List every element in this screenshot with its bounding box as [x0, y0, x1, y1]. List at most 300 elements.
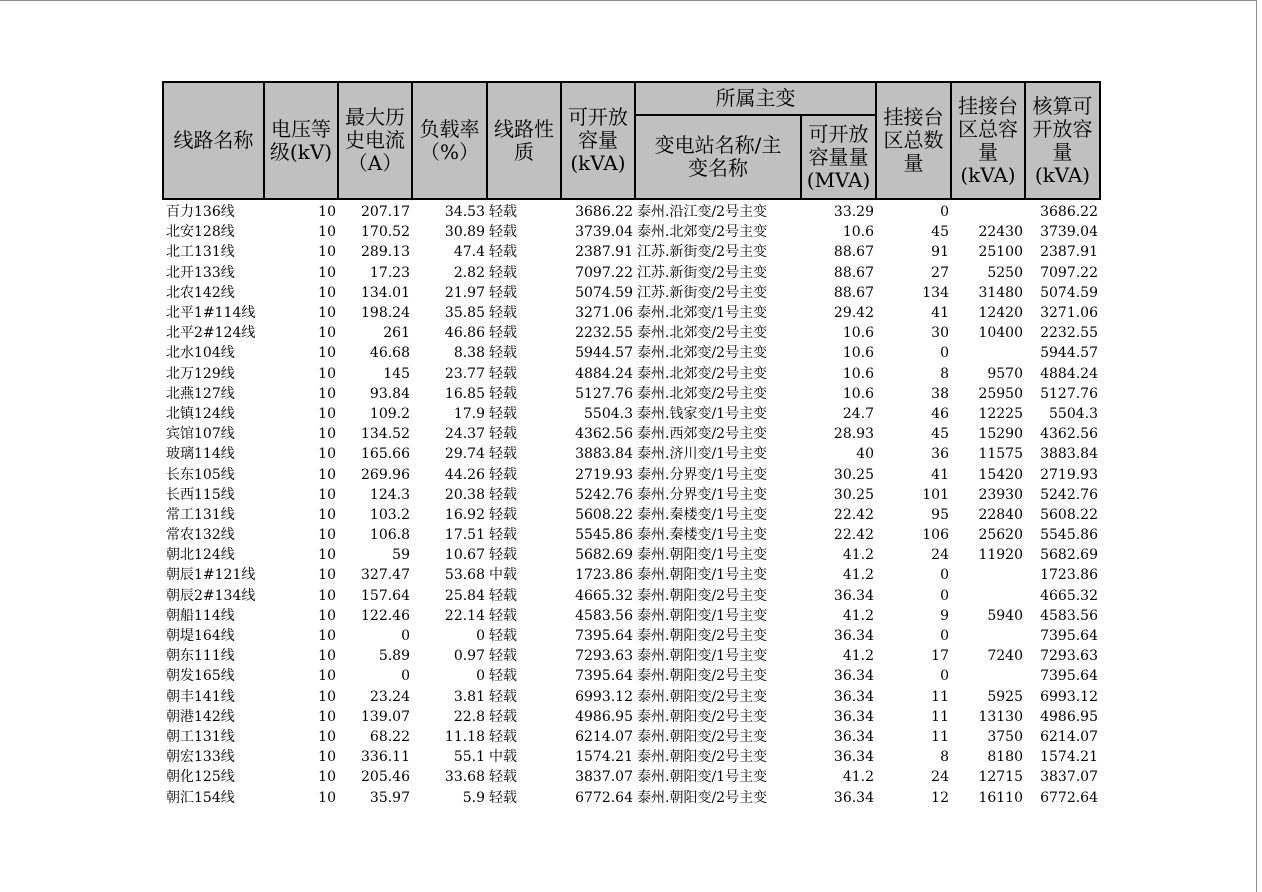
cell-substation-name: 泰州.朝阳变/1号主变 — [637, 547, 768, 564]
cell-open-capacity: 6772.64 — [575, 789, 633, 806]
header-total-capacity: 挂接台 区总容 量 (kVA) — [951, 82, 1025, 199]
cell-line-name: 朝东111线 — [166, 648, 235, 665]
cell-max-current: 103.2 — [369, 506, 410, 523]
table-row — [163, 343, 1100, 363]
table-row — [163, 525, 1100, 545]
cell-total-capacity: 3750 — [987, 728, 1023, 745]
cell-line-name: 长东105线 — [166, 466, 235, 483]
table-row — [163, 666, 1100, 686]
cell-substation-name: 泰州.朝阳变/2号主变 — [637, 688, 768, 705]
cell-transformer-capacity: 10.6 — [842, 325, 874, 342]
cell-transformer-capacity: 36.34 — [833, 728, 874, 745]
cell-substation-name: 泰州.朝阳变/2号主变 — [637, 708, 768, 725]
cell-voltage: 10 — [318, 204, 336, 221]
cell-substation-name: 泰州.朝阳变/2号主变 — [637, 668, 768, 685]
cell-line-type: 轻载 — [489, 789, 517, 806]
cell-voltage: 10 — [318, 224, 336, 241]
cell-total-stations: 17 — [931, 648, 949, 665]
cell-line-type: 轻载 — [489, 325, 517, 342]
header-max-current: 最大历 史电流 （A） — [338, 82, 412, 199]
cell-total-stations: 0 — [940, 204, 949, 221]
cell-line-name: 北农142线 — [166, 284, 235, 301]
cell-open-capacity: 7293.63 — [575, 648, 633, 665]
cell-transformer-capacity: 41.2 — [842, 567, 874, 584]
cell-total-capacity: 8180 — [987, 749, 1023, 766]
table-row — [163, 424, 1100, 444]
cell-line-name: 北镇124线 — [166, 405, 235, 422]
table-row — [163, 767, 1100, 787]
page-border-top — [0, 0, 1257, 1]
cell-transformer-capacity: 41.2 — [842, 547, 874, 564]
cell-transformer-capacity: 36.34 — [833, 668, 874, 685]
cell-line-type: 轻载 — [489, 426, 517, 443]
cell-load-rate: 8.38 — [453, 345, 485, 362]
cell-substation-name: 泰州.北郊变/2号主变 — [637, 345, 768, 362]
cell-total-capacity: 5250 — [987, 264, 1023, 281]
cell-substation-name: 泰州.秦楼变/1号主变 — [637, 506, 768, 523]
cell-substation-name: 江苏.新街变/2号主变 — [637, 284, 768, 301]
cell-substation-name: 泰州.朝阳变/1号主变 — [637, 607, 768, 624]
cell-total-capacity: 12225 — [978, 405, 1023, 422]
table-row — [163, 727, 1100, 747]
cell-voltage: 10 — [318, 426, 336, 443]
cell-line-type: 轻载 — [489, 466, 517, 483]
cell-substation-name: 泰州.济川变/1号主变 — [637, 446, 768, 463]
cell-line-type: 轻载 — [489, 506, 517, 523]
cell-load-rate: 30.89 — [444, 224, 485, 241]
cell-total-stations: 91 — [931, 244, 949, 261]
cell-line-name: 北开133线 — [166, 264, 235, 281]
table-row — [163, 626, 1100, 646]
cell-transformer-capacity: 41.2 — [842, 648, 874, 665]
cell-voltage: 10 — [318, 527, 336, 544]
cell-total-capacity: 25100 — [978, 244, 1023, 261]
table-row — [163, 787, 1100, 807]
cell-substation-name: 泰州.北郊变/2号主变 — [637, 325, 768, 342]
cell-load-rate: 16.85 — [444, 385, 485, 402]
cell-substation-name: 泰州.朝阳变/2号主变 — [637, 749, 768, 766]
cell-calc-capacity: 3271.06 — [1040, 305, 1098, 322]
table-row — [163, 404, 1100, 424]
cell-substation-name: 泰州.北郊变/1号主变 — [637, 305, 768, 322]
cell-total-stations: 36 — [931, 446, 949, 463]
cell-total-stations: 45 — [931, 224, 949, 241]
cell-voltage: 10 — [318, 628, 336, 645]
header-line-type: 线路性 质 — [487, 82, 561, 199]
cell-total-capacity: 12420 — [978, 305, 1023, 322]
cell-voltage: 10 — [318, 305, 336, 322]
cell-calc-capacity: 4986.95 — [1040, 708, 1098, 725]
cell-open-capacity: 1723.86 — [575, 567, 633, 584]
cell-calc-capacity: 3739.04 — [1040, 224, 1098, 241]
cell-line-type: 中载 — [489, 567, 517, 584]
cell-total-stations: 24 — [931, 547, 949, 564]
cell-total-stations: 41 — [931, 305, 949, 322]
cell-calc-capacity: 1723.86 — [1040, 567, 1098, 584]
cell-total-stations: 101 — [922, 486, 949, 503]
cell-substation-name: 泰州.朝阳变/2号主变 — [637, 628, 768, 645]
cell-total-capacity: 15290 — [978, 426, 1023, 443]
cell-open-capacity: 3883.84 — [575, 446, 633, 463]
cell-line-type: 轻载 — [489, 769, 517, 786]
cell-total-stations: 11 — [931, 688, 949, 705]
cell-line-name: 朝辰1#121线 — [166, 567, 256, 584]
cell-line-type: 轻载 — [489, 305, 517, 322]
cell-transformer-capacity: 10.6 — [842, 365, 874, 382]
cell-load-rate: 29.74 — [444, 446, 485, 463]
cell-open-capacity: 7097.22 — [575, 264, 633, 281]
cell-transformer-capacity: 36.34 — [833, 708, 874, 725]
cell-transformer-capacity: 28.93 — [833, 426, 874, 443]
cell-substation-name: 泰州.朝阳变/2号主变 — [637, 789, 768, 806]
cell-max-current: 35.97 — [369, 789, 410, 806]
cell-line-name: 朝丰141线 — [166, 688, 235, 705]
cell-open-capacity: 5545.86 — [575, 527, 633, 544]
cell-total-capacity: 5925 — [987, 688, 1023, 705]
cell-substation-name: 泰州.朝阳变/1号主变 — [637, 567, 768, 584]
cell-load-rate: 23.77 — [444, 365, 485, 382]
table-row — [163, 747, 1100, 767]
cell-total-capacity: 10400 — [978, 325, 1023, 342]
cell-max-current: 205.46 — [361, 769, 410, 786]
table-row — [163, 606, 1100, 626]
cell-load-rate: 34.53 — [444, 204, 485, 221]
cell-line-type: 轻载 — [489, 244, 517, 261]
header-line-name: 线路名称 — [163, 82, 264, 199]
header-open-capacity: 可开放 容量 (kVA) — [561, 82, 635, 199]
table-row — [163, 384, 1100, 404]
table-row — [163, 687, 1100, 707]
cell-line-type: 轻载 — [489, 648, 517, 665]
cell-load-rate: 0 — [476, 668, 485, 685]
cell-total-stations: 45 — [931, 426, 949, 443]
header-substation-name: 变电站名称/主 变名称 — [635, 115, 801, 199]
cell-transformer-capacity: 22.42 — [833, 506, 874, 523]
header-transformer-capacity: 可开放 容量量 (MVA) — [801, 115, 876, 199]
cell-transformer-capacity: 30.25 — [833, 466, 874, 483]
cell-voltage: 10 — [318, 385, 336, 402]
cell-load-rate: 20.38 — [444, 486, 485, 503]
cell-total-stations: 95 — [931, 506, 949, 523]
cell-load-rate: 46.86 — [444, 325, 485, 342]
cell-open-capacity: 6993.12 — [575, 688, 633, 705]
cell-load-rate: 44.26 — [444, 466, 485, 483]
cell-voltage: 10 — [318, 607, 336, 624]
table-row — [163, 283, 1100, 303]
cell-line-type: 轻载 — [489, 385, 517, 402]
cell-load-rate: 47.4 — [453, 244, 485, 261]
cell-substation-name: 泰州.朝阳变/1号主变 — [637, 769, 768, 786]
cell-line-name: 北安128线 — [166, 224, 235, 241]
cell-voltage: 10 — [318, 769, 336, 786]
cell-total-stations: 0 — [940, 587, 949, 604]
cell-transformer-capacity: 36.34 — [833, 628, 874, 645]
cell-open-capacity: 5608.22 — [575, 506, 633, 523]
cell-max-current: 336.11 — [361, 749, 410, 766]
cell-calc-capacity: 5608.22 — [1040, 506, 1098, 523]
cell-total-capacity: 7240 — [987, 648, 1023, 665]
cell-total-capacity: 11575 — [978, 446, 1023, 463]
cell-max-current: 134.52 — [361, 426, 410, 443]
cell-total-capacity: 25620 — [978, 527, 1023, 544]
cell-max-current: 106.8 — [369, 527, 410, 544]
table-row — [163, 323, 1100, 343]
cell-transformer-capacity: 33.29 — [833, 204, 874, 221]
cell-open-capacity: 2232.55 — [575, 325, 633, 342]
cell-max-current: 165.66 — [361, 446, 410, 463]
cell-load-rate: 33.68 — [444, 769, 485, 786]
cell-line-name: 朝化125线 — [166, 769, 235, 786]
cell-load-rate: 5.9 — [462, 789, 485, 806]
cell-max-current: 0 — [401, 668, 410, 685]
cell-open-capacity: 5682.69 — [575, 547, 633, 564]
cell-load-rate: 25.84 — [444, 587, 485, 604]
cell-open-capacity: 5074.59 — [575, 284, 633, 301]
cell-voltage: 10 — [318, 789, 336, 806]
cell-voltage: 10 — [318, 244, 336, 261]
cell-max-current: 124.3 — [369, 486, 410, 503]
cell-total-stations: 27 — [931, 264, 949, 281]
cell-transformer-capacity: 40 — [856, 446, 874, 463]
cell-line-name: 北万129线 — [166, 365, 235, 382]
cell-calc-capacity: 5944.57 — [1040, 345, 1098, 362]
cell-calc-capacity: 7097.22 — [1040, 264, 1098, 281]
cell-total-stations: 0 — [940, 345, 949, 362]
cell-line-type: 轻载 — [489, 668, 517, 685]
cell-load-rate: 35.85 — [444, 305, 485, 322]
cell-line-name: 玻璃114线 — [166, 446, 235, 463]
cell-voltage: 10 — [318, 264, 336, 281]
cell-calc-capacity: 6993.12 — [1040, 688, 1098, 705]
cell-total-capacity: 15420 — [978, 466, 1023, 483]
cell-line-name: 朝堤164线 — [166, 628, 235, 645]
cell-open-capacity: 4884.24 — [575, 365, 633, 382]
cell-max-current: 5.89 — [378, 648, 410, 665]
cell-load-rate: 2.82 — [453, 264, 485, 281]
cell-voltage: 10 — [318, 587, 336, 604]
cell-substation-name: 泰州.朝阳变/1号主变 — [637, 648, 768, 665]
header-calc-capacity: 核算可 开放容 量 (kVA) — [1025, 82, 1100, 199]
cell-open-capacity: 3271.06 — [575, 305, 633, 322]
cell-max-current: 198.24 — [361, 305, 410, 322]
cell-total-stations: 134 — [922, 284, 949, 301]
cell-line-name: 北平2#124线 — [166, 325, 256, 342]
cell-total-stations: 11 — [931, 728, 949, 745]
cell-line-name: 朝港142线 — [166, 708, 235, 725]
cell-line-type: 轻载 — [489, 224, 517, 241]
cell-load-rate: 21.97 — [444, 284, 485, 301]
cell-line-name: 北水104线 — [166, 345, 235, 362]
cell-line-name: 北平1#114线 — [166, 305, 256, 322]
cell-transformer-capacity: 10.6 — [842, 385, 874, 402]
cell-transformer-capacity: 88.67 — [833, 244, 874, 261]
cell-open-capacity: 4362.56 — [575, 426, 633, 443]
cell-total-capacity: 12715 — [978, 769, 1023, 786]
cell-max-current: 122.46 — [361, 607, 410, 624]
table-row — [163, 485, 1100, 505]
cell-load-rate: 10.67 — [444, 547, 485, 564]
cell-load-rate: 17.9 — [453, 405, 485, 422]
cell-line-name: 常农132线 — [166, 527, 235, 544]
cell-line-type: 轻载 — [489, 547, 517, 564]
cell-calc-capacity: 5682.69 — [1040, 547, 1098, 564]
cell-calc-capacity: 3883.84 — [1040, 446, 1098, 463]
cell-open-capacity: 6214.07 — [575, 728, 633, 745]
cell-voltage: 10 — [318, 405, 336, 422]
cell-substation-name: 泰州.北郊变/2号主变 — [637, 385, 768, 402]
cell-voltage: 10 — [318, 446, 336, 463]
cell-load-rate: 0 — [476, 628, 485, 645]
cell-max-current: 289.13 — [361, 244, 410, 261]
cell-voltage: 10 — [318, 506, 336, 523]
cell-substation-name: 泰州.钱家变/1号主变 — [637, 405, 768, 422]
cell-max-current: 145 — [383, 365, 410, 382]
cell-load-rate: 11.18 — [444, 728, 485, 745]
cell-line-type: 轻载 — [489, 728, 517, 745]
cell-load-rate: 22.8 — [453, 708, 485, 725]
cell-open-capacity: 2719.93 — [575, 466, 633, 483]
cell-open-capacity: 1574.21 — [575, 749, 633, 766]
cell-calc-capacity: 4884.24 — [1040, 365, 1098, 382]
cell-line-name: 朝船114线 — [166, 607, 235, 624]
cell-voltage: 10 — [318, 668, 336, 685]
cell-line-type: 轻载 — [489, 264, 517, 281]
cell-calc-capacity: 7395.64 — [1040, 628, 1098, 645]
cell-total-capacity: 22430 — [978, 224, 1023, 241]
cell-load-rate: 0.97 — [453, 648, 485, 665]
cell-line-type: 轻载 — [489, 486, 517, 503]
cell-line-name: 常工131线 — [166, 506, 235, 523]
cell-open-capacity: 4986.95 — [575, 708, 633, 725]
cell-line-type: 轻载 — [489, 708, 517, 725]
cell-load-rate: 22.14 — [444, 607, 485, 624]
cell-line-type: 轻载 — [489, 628, 517, 645]
page-border-right — [1256, 0, 1257, 892]
cell-line-type: 轻载 — [489, 587, 517, 604]
cell-transformer-capacity: 36.34 — [833, 789, 874, 806]
cell-open-capacity: 4583.56 — [575, 607, 633, 624]
cell-total-stations: 38 — [931, 385, 949, 402]
cell-open-capacity: 7395.64 — [575, 668, 633, 685]
cell-total-stations: 12 — [931, 789, 949, 806]
cell-calc-capacity: 2232.55 — [1040, 325, 1098, 342]
cell-transformer-capacity: 10.6 — [842, 224, 874, 241]
cell-calc-capacity: 5504.3 — [1049, 405, 1098, 422]
cell-calc-capacity: 5242.76 — [1040, 486, 1098, 503]
table-row — [163, 505, 1100, 525]
cell-transformer-capacity: 36.34 — [833, 688, 874, 705]
cell-total-stations: 8 — [940, 749, 949, 766]
cell-total-stations: 0 — [940, 567, 949, 584]
cell-voltage: 10 — [318, 648, 336, 665]
cell-total-capacity — [951, 586, 1025, 606]
cell-total-stations: 46 — [931, 405, 949, 422]
cell-total-stations: 106 — [922, 527, 949, 544]
header-total-stations: 挂接台 区总数 量 — [876, 82, 951, 199]
cell-line-name: 百力136线 — [166, 204, 235, 221]
header-voltage: 电压等 级(kV) — [264, 82, 338, 199]
cell-line-name: 朝北124线 — [166, 547, 235, 564]
cell-max-current: 170.52 — [361, 224, 410, 241]
cell-calc-capacity: 3837.07 — [1040, 769, 1098, 786]
cell-total-stations: 30 — [931, 325, 949, 342]
cell-max-current: 68.22 — [369, 728, 410, 745]
cell-open-capacity: 3739.04 — [575, 224, 633, 241]
cell-load-rate: 3.81 — [453, 688, 485, 705]
cell-max-current: 0 — [401, 628, 410, 645]
cell-substation-name: 泰州.朝阳变/2号主变 — [637, 728, 768, 745]
cell-substation-name: 泰州.北郊变/2号主变 — [637, 365, 768, 382]
cell-calc-capacity: 5074.59 — [1040, 284, 1098, 301]
cell-max-current: 157.64 — [361, 587, 410, 604]
cell-total-capacity: 13130 — [978, 708, 1023, 725]
cell-open-capacity: 2387.91 — [575, 244, 633, 261]
cell-voltage: 10 — [318, 567, 336, 584]
cell-max-current: 23.24 — [369, 688, 410, 705]
cell-line-type: 轻载 — [489, 365, 517, 382]
cell-substation-name: 泰州.秦楼变/1号主变 — [637, 527, 768, 544]
cell-line-name: 朝辰2#134线 — [166, 587, 256, 604]
cell-transformer-capacity: 88.67 — [833, 264, 874, 281]
cell-substation-name: 泰州.朝阳变/2号主变 — [637, 587, 768, 604]
cell-max-current: 327.47 — [361, 567, 410, 584]
table-row — [163, 565, 1100, 585]
cell-total-stations: 11 — [931, 708, 949, 725]
cell-max-current: 207.17 — [361, 204, 410, 221]
cell-voltage: 10 — [318, 325, 336, 342]
cell-open-capacity: 7395.64 — [575, 628, 633, 645]
cell-calc-capacity: 4362.56 — [1040, 426, 1098, 443]
cell-total-capacity: 22840 — [978, 506, 1023, 523]
cell-max-current: 93.84 — [369, 385, 410, 402]
cell-total-capacity — [951, 343, 1025, 363]
cell-open-capacity: 5127.76 — [575, 385, 633, 402]
cell-calc-capacity: 6214.07 — [1040, 728, 1098, 745]
cell-max-current: 269.96 — [361, 466, 410, 483]
cell-substation-name: 泰州.北郊变/2号主变 — [637, 224, 768, 241]
cell-open-capacity: 3837.07 — [575, 769, 633, 786]
cell-line-type: 轻载 — [489, 204, 517, 221]
cell-total-stations: 8 — [940, 365, 949, 382]
cell-voltage: 10 — [318, 466, 336, 483]
cell-total-stations: 0 — [940, 628, 949, 645]
cell-open-capacity: 4665.32 — [575, 587, 633, 604]
table-body — [163, 199, 1100, 808]
table-row — [163, 263, 1100, 283]
cell-calc-capacity: 6772.64 — [1040, 789, 1098, 806]
cell-voltage: 10 — [318, 547, 336, 564]
cell-calc-capacity: 1574.21 — [1040, 749, 1098, 766]
capacity-table — [162, 81, 1101, 808]
cell-line-name: 朝工131线 — [166, 728, 235, 745]
cell-total-capacity — [951, 199, 1025, 222]
cell-substation-name: 江苏.新街变/2号主变 — [637, 264, 768, 281]
cell-calc-capacity: 2719.93 — [1040, 466, 1098, 483]
cell-transformer-capacity: 10.6 — [842, 345, 874, 362]
cell-substation-name: 江苏.新街变/2号主变 — [637, 244, 768, 261]
header-load-rate: 负载率 （%） — [412, 82, 487, 199]
cell-calc-capacity: 4665.32 — [1040, 587, 1098, 604]
cell-total-stations: 24 — [931, 769, 949, 786]
table-row — [163, 222, 1100, 242]
table-row — [163, 646, 1100, 666]
cell-open-capacity: 5504.3 — [584, 405, 633, 422]
cell-voltage: 10 — [318, 688, 336, 705]
cell-max-current: 46.68 — [369, 345, 410, 362]
cell-voltage: 10 — [318, 749, 336, 766]
cell-transformer-capacity: 36.34 — [833, 749, 874, 766]
cell-total-capacity — [951, 666, 1025, 686]
